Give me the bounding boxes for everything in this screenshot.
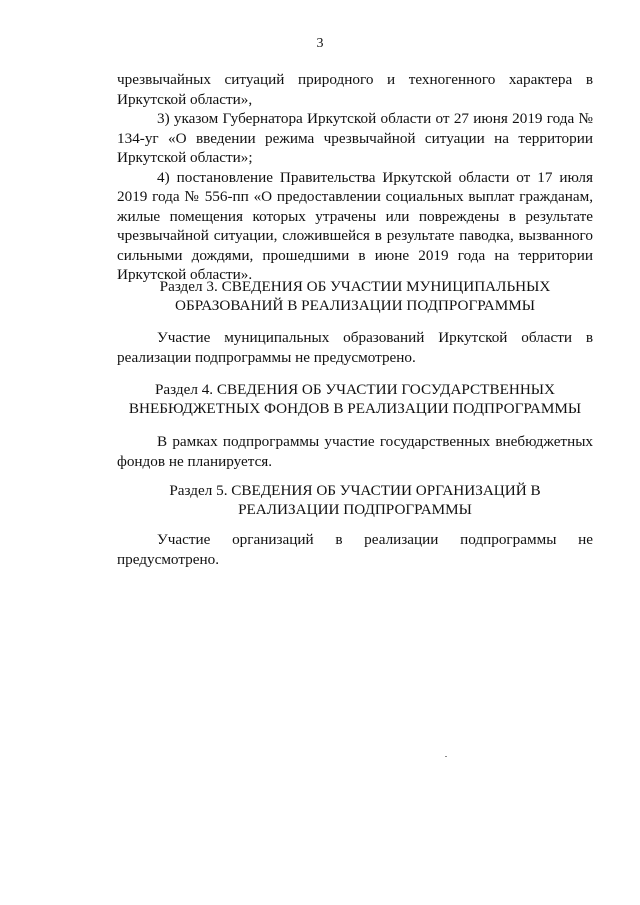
section-4-heading-line-2: ВНЕБЮДЖЕТНЫХ ФОНДОВ В РЕАЛИЗАЦИИ ПОДПРОГРАММЫ <box>128 400 582 417</box>
section-3-heading <box>117 277 593 315</box>
page-number: 3 <box>316 36 324 51</box>
section-3-heading-line-2: ОБРАЗОВАНИЙ В РЕАЛИЗАЦИИ ПОДПРОГРАММЫ <box>175 297 535 314</box>
continuation-text: чрезвычайных ситуаций природного и техногенного характера в Иркутской области», <box>117 71 593 108</box>
section-4-body <box>117 432 593 471</box>
section-4-heading <box>117 380 593 418</box>
section-4-heading-line-1: Раздел 4. СВЕДЕНИЯ ОБ УЧАСТИИ ГОСУДАРСТВЕННЫХ <box>154 381 556 398</box>
scan-speck <box>445 756 447 757</box>
section-5-heading-line-1: Раздел 5. СВЕДЕНИЯ ОБ УЧАСТИИ ОРГАНИЗАЦИЙ В <box>169 482 541 499</box>
section-5-body <box>117 530 593 569</box>
list-item-3: 3) указом Губернатора Иркутской области от 27 июня 2019 года № 134-уг «О введении режима чрезвычайной ситуации на территории Иркутской области»; <box>117 110 593 166</box>
list-item-4: 4) постановление Правительства Иркутской области от 17 июля 2019 года № 556-пп «О предоставлении социальных выплат гражданам, жилые помещения которых утрачены или повреждены в результате чрезвычайной ситуации, сложившейся в результате паводка, вызванного сильными дождями, прошедшими в июне 2019 года на территории Иркутской области». <box>117 168 593 283</box>
section-5-heading <box>117 481 593 519</box>
section-3-heading-line-1: Раздел 3. СВЕДЕНИЯ ОБ УЧАСТИИ МУНИЦИПАЛЬНЫХ <box>159 278 551 295</box>
legal-basis-list <box>117 70 593 285</box>
section-5-text: Участие организаций в реализации подпрограммы не предусмотрено. <box>117 531 593 568</box>
section-3-body <box>117 328 593 367</box>
section-5-heading-line-2: РЕАЛИЗАЦИИ ПОДПРОГРАММЫ <box>238 501 472 518</box>
section-4-text: В рамках подпрограммы участие государственных внебюджетных фондов не планируется. <box>117 433 593 470</box>
section-3-text: Участие муниципальных образований Иркутской области в реализации подпрограммы не предусмотрено. <box>117 329 593 366</box>
